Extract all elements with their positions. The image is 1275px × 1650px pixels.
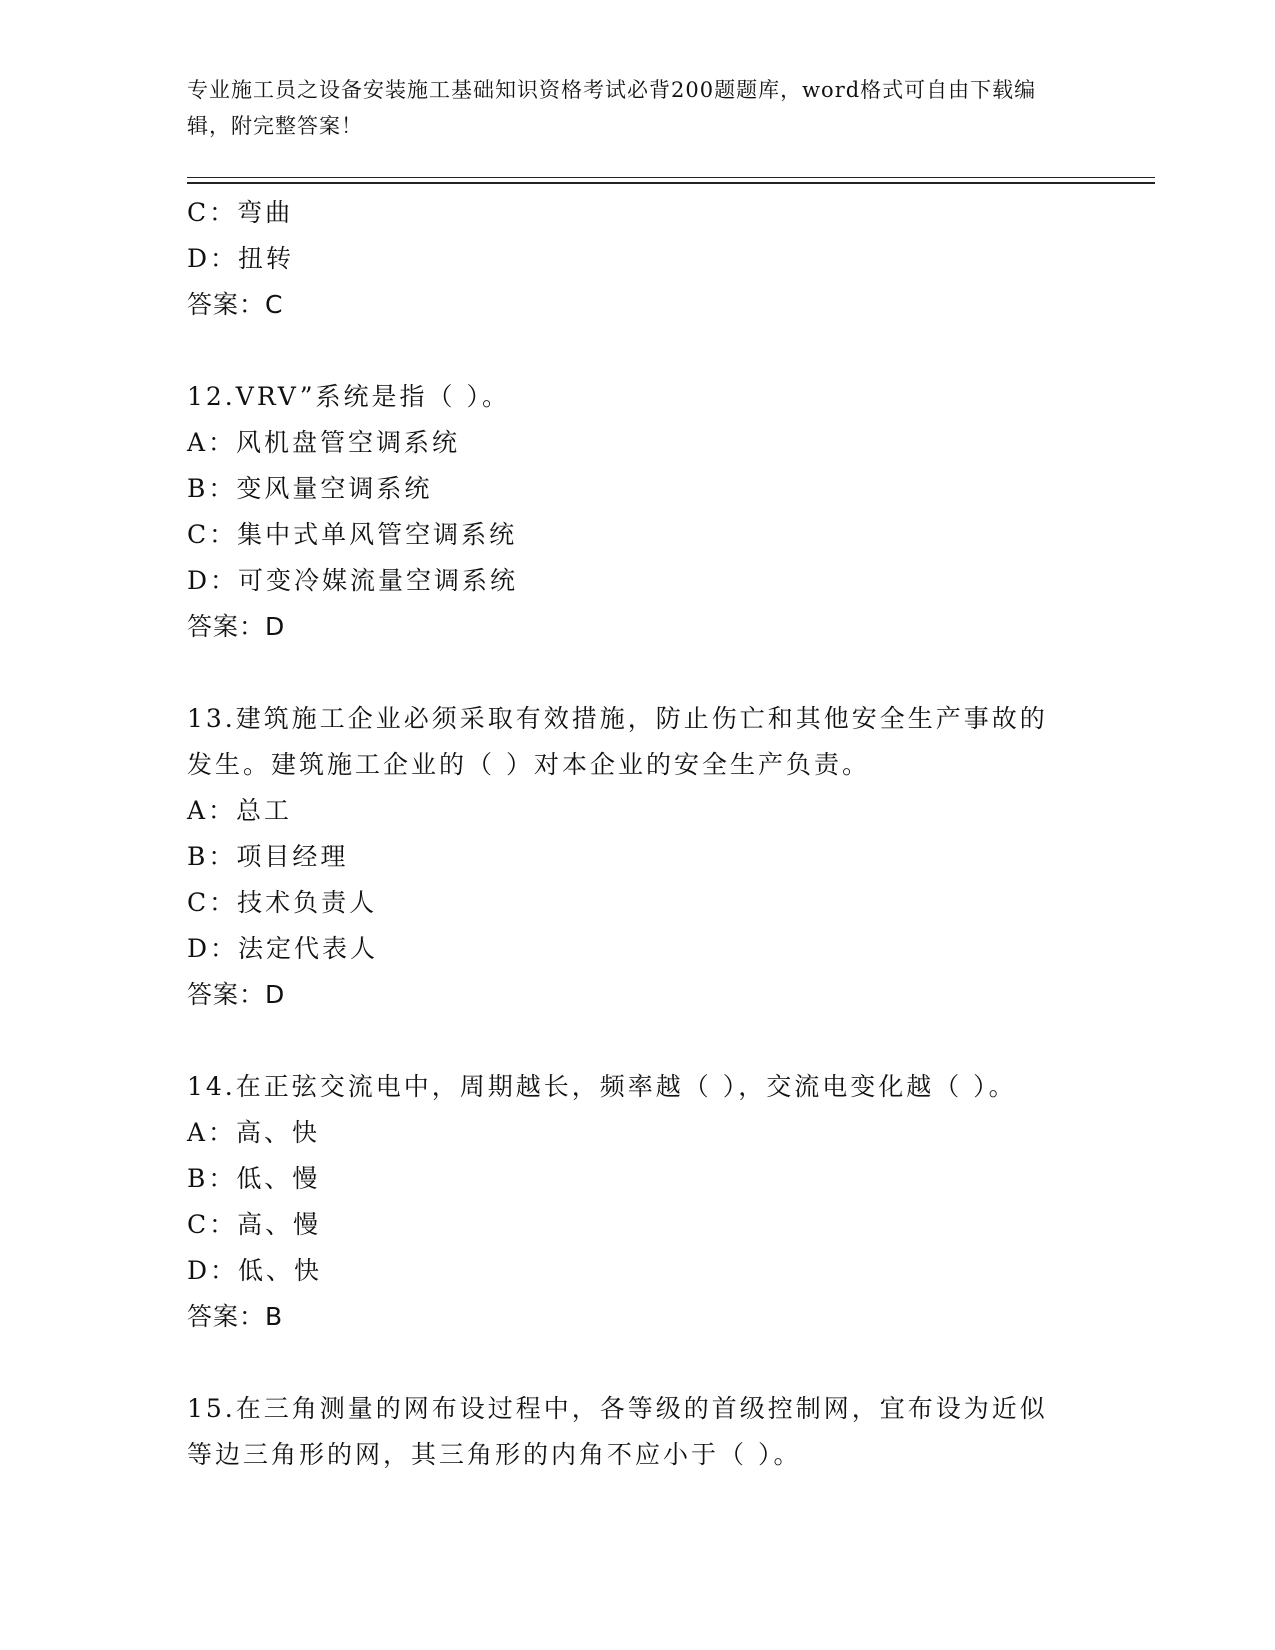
header-rule-thin bbox=[187, 177, 1155, 178]
question-15 bbox=[187, 1386, 1087, 1478]
answer-line: 答案：D bbox=[187, 980, 286, 1009]
question-13 bbox=[187, 696, 1087, 1018]
answer-line: 答案：C bbox=[187, 290, 284, 319]
question-text: 12.VRV”系统是指（ ）。 bbox=[187, 382, 510, 411]
option-c: C：技术负责人 bbox=[187, 888, 378, 917]
option-a: A：风机盘管空调系统 bbox=[187, 428, 461, 457]
spacer bbox=[187, 650, 1087, 696]
question-text: 14.在正弦交流电中，周期越长，频率越（ ），交流电变化越（ ）。 bbox=[187, 1072, 1017, 1101]
question-11-continued bbox=[187, 190, 1087, 328]
answer-line: 答案：B bbox=[187, 1302, 284, 1331]
question-text-line-1: 13.建筑施工企业必须采取有效措施，防止伤亡和其他安全生产事故的 bbox=[187, 704, 1048, 733]
question-text-line-1: 15.在三角测量的网布设过程中，各等级的首级控制网，宜布设为近似 bbox=[187, 1394, 1048, 1423]
spacer bbox=[187, 328, 1087, 374]
option-b: B：项目经理 bbox=[187, 842, 349, 871]
option-d: D：低、快 bbox=[187, 1256, 323, 1285]
option-a: A：高、快 bbox=[187, 1118, 321, 1147]
question-12 bbox=[187, 374, 1087, 650]
option-b: B：变风量空调系统 bbox=[187, 474, 433, 503]
option-c: C：弯曲 bbox=[187, 198, 294, 227]
option-b: B：低、慢 bbox=[187, 1164, 321, 1193]
option-d: D：法定代表人 bbox=[187, 934, 379, 963]
spacer bbox=[187, 1018, 1087, 1064]
question-text-line-2: 等边三角形的网，其三角形的内角不应小于（ ）。 bbox=[187, 1440, 802, 1469]
answer-line: 答案：D bbox=[187, 612, 286, 641]
question-14 bbox=[187, 1064, 1087, 1340]
option-a: A：总工 bbox=[187, 796, 293, 825]
question-list bbox=[187, 190, 1087, 1478]
option-d: D：扭转 bbox=[187, 244, 295, 273]
spacer bbox=[187, 1340, 1087, 1386]
document-title: 专业施工员之设备安装施工基础知识资格考试必背200题题库，word格式可自由下载编辑，附完整答案！ bbox=[187, 78, 1037, 138]
option-c: C：集中式单风管空调系统 bbox=[187, 520, 518, 549]
question-text-line-2: 发生。建筑施工企业的（ ）对本企业的安全生产负责。 bbox=[187, 750, 870, 779]
document-header bbox=[187, 72, 1067, 144]
option-c: C：高、慢 bbox=[187, 1210, 322, 1239]
header-rule-thick bbox=[187, 182, 1155, 184]
option-d: D：可变冷媒流量空调系统 bbox=[187, 566, 519, 595]
